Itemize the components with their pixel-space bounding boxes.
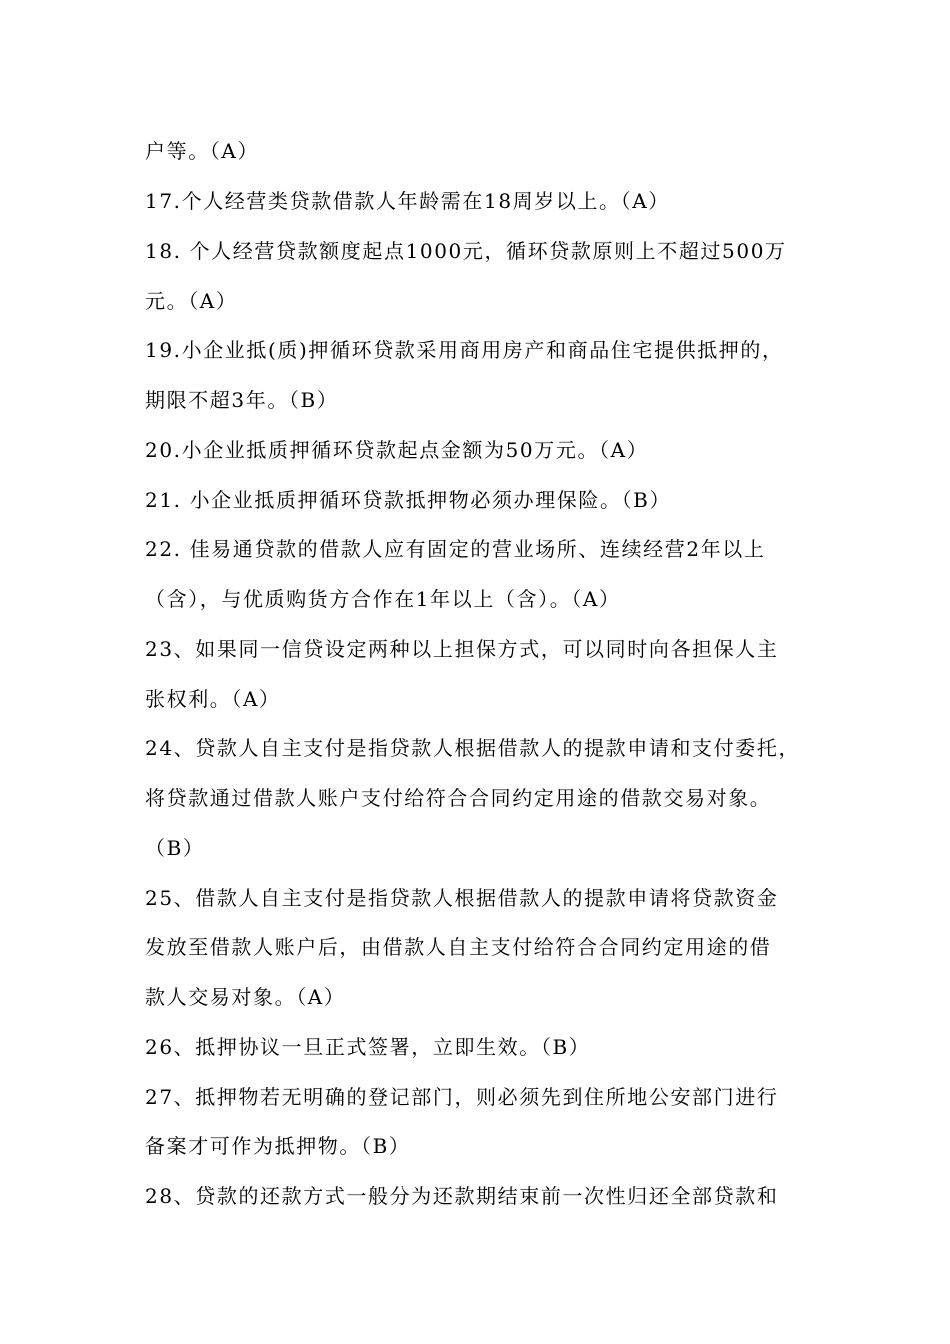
text-line: 备案才可作为抵押物。（B）: [145, 1134, 411, 1158]
text-line: 24、贷款人自主支付是指贷款人根据借款人的提款申请和支付委托，: [145, 736, 801, 760]
text-line: 发放至借款人账户后，由借款人自主支付给符合合同约定用途的借: [145, 935, 772, 959]
text-line: 22. 佳易通贷款的借款人应有固定的营业场所、连续经营2年以上: [145, 537, 766, 561]
text-line: （含），与优质购货方合作在1年以上（含）。（A）: [145, 587, 621, 611]
text-line: 17.个人经营类贷款借款人年龄需在18周岁以上。（A）: [145, 189, 670, 213]
text-line: 27、抵押物若无明确的登记部门，则必须先到住所地公安部门进行: [145, 1085, 779, 1109]
text-line: （B）: [145, 836, 205, 860]
text-line: 18. 个人经营贷款额度起点1000元，循环贷款原则上不超过500万: [145, 239, 787, 263]
text-line: 将贷款通过借款人账户支付给符合合同约定用途的借款交易对象。: [145, 786, 772, 810]
text-line: 26、抵押协议一旦正式签署，立即生效。（B）: [145, 1035, 591, 1059]
text-line: 19.小企业抵(质)押循环贷款采用商用房产和商品住宅提供抵押的，: [145, 338, 784, 362]
text-line: 元。（A）: [145, 289, 238, 313]
text-line: 23、如果同一信贷设定两种以上担保方式，可以同时向各担保人主: [145, 637, 779, 661]
text-line: 25、借款人自主支付是指贷款人根据借款人的提款申请将贷款资金: [145, 886, 779, 910]
text-line: 21. 小企业抵质押循环贷款抵押物必须办理保险。（B）: [145, 488, 672, 512]
text-line: 款人交易对象。（A）: [145, 985, 346, 1009]
text-line: 期限不超3年。（B）: [145, 388, 339, 412]
text-line: 28、贷款的还款方式一般分为还款期结束前一次性归还全部贷款和: [145, 1184, 779, 1208]
text-line: 张权利。（A）: [145, 687, 281, 711]
text-line: 户等。（A）: [145, 139, 260, 163]
text-line: 20.小企业抵质押循环贷款起点金额为50万元。（A）: [145, 438, 649, 462]
